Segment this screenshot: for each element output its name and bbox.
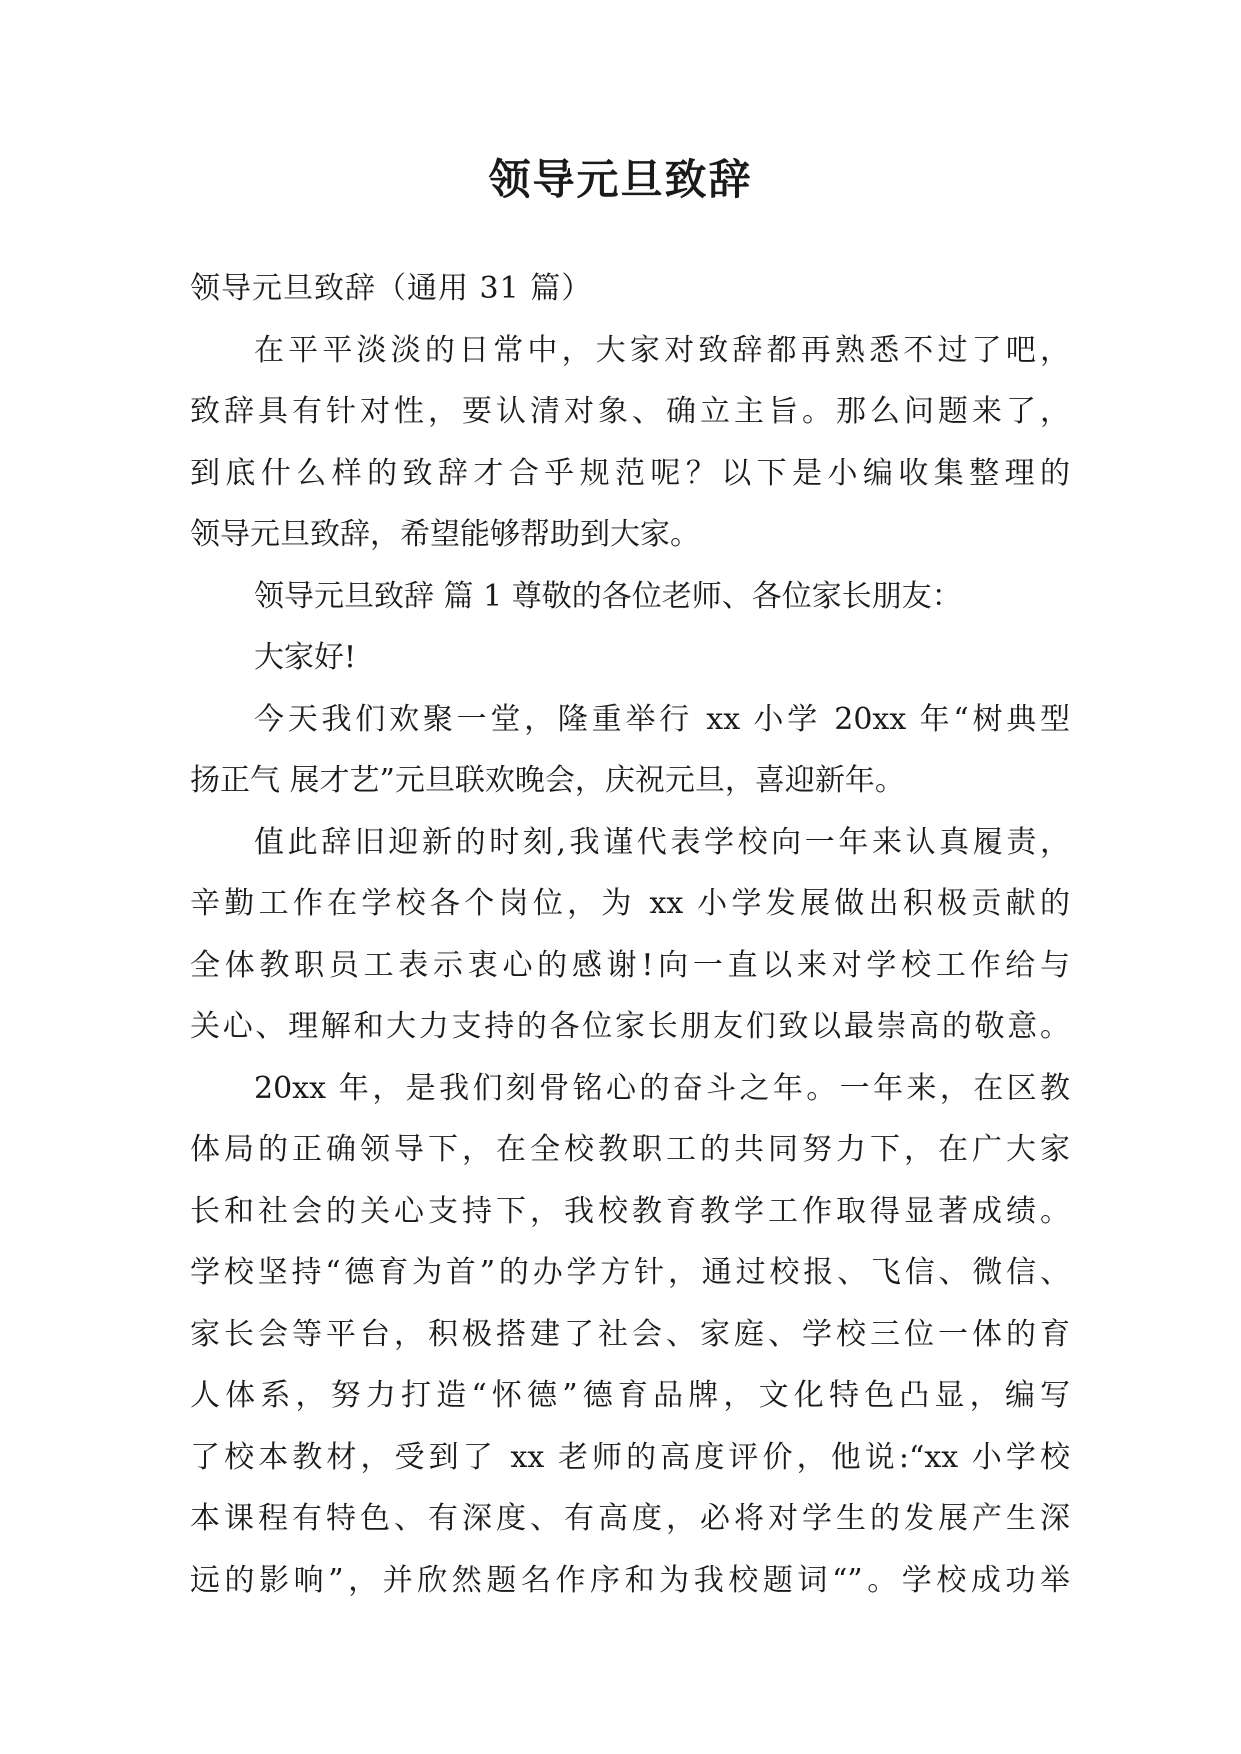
document-title: 领导元旦致辞 [488, 155, 753, 204]
paragraph-line: 本课程有特色、有深度、有高度，必将对学生的发展产生深 [190, 1501, 1070, 1536]
paragraph-line: 了校本教材，受到了 xx 老师的高度评价，他说:“xx 小学校 [190, 1439, 1070, 1475]
paragraph-line: 远的影响”，并欣然题名作序和为我校题词“”。学校成功举 [190, 1562, 1070, 1598]
paragraph-line: 家长会等平台，积极搭建了社会、家庭、学校三位一体的育 [190, 1316, 1070, 1352]
subtitle-line: 领导元旦致辞（通用 31 篇） [190, 271, 593, 306]
paragraph-line: 体局的正确领导下，在全校教职工的共同努力下，在广大家 [190, 1132, 1070, 1167]
paragraph-line: 值此辞旧迎新的时刻,我谨代表学校向一年来认真履责， [254, 824, 1070, 860]
paragraph-line: 人体系，努力打造“怀德”德育品牌，文化特色凸显，编写 [190, 1378, 1070, 1413]
paragraph-line: 20xx 年，是我们刻骨铭心的奋斗之年。一年来，在区教 [254, 1070, 1070, 1106]
paragraph-line: 学校坚持“德育为首”的办学方针，通过校报、飞信、微信、 [190, 1255, 1070, 1290]
paragraph-line: 致辞具有针对性，要认清对象、确立主旨。那么问题来了， [190, 394, 1070, 429]
paragraph-line: 领导元旦致辞，希望能够帮助到大家。 [190, 517, 700, 552]
paragraph-line: 在平平淡淡的日常中，大家对致辞都再熟悉不过了吧， [254, 332, 1070, 368]
paragraph-line: 关心、理解和大力支持的各位家长朋友们致以最崇高的敬意。 [190, 1009, 1070, 1044]
paragraph-line: 大家好! [254, 640, 357, 675]
paragraph-line: 辛勤工作在学校各个岗位，为 xx 小学发展做出积极贡献的 [190, 886, 1070, 921]
paragraph-line: 今天我们欢聚一堂，隆重举行 xx 小学 20xx 年“树典型 [254, 701, 1070, 737]
document-body [190, 258, 1070, 1611]
paragraph-line: 扬正气 展才艺”元旦联欢晚会，庆祝元旦，喜迎新年。 [190, 763, 905, 798]
paragraph-line: 到底什么样的致辞才合乎规范呢？以下是小编收集整理的 [190, 455, 1070, 491]
paragraph-line: 长和社会的关心支持下，我校教育教学工作取得显著成绩。 [190, 1193, 1070, 1229]
paragraph-line: 领导元旦致辞 篇 1 尊敬的各位老师、各位家长朋友： [254, 578, 962, 614]
paragraph-line: 全体教职员工表示衷心的感谢!向一直以来对学校工作给与 [190, 947, 1070, 983]
